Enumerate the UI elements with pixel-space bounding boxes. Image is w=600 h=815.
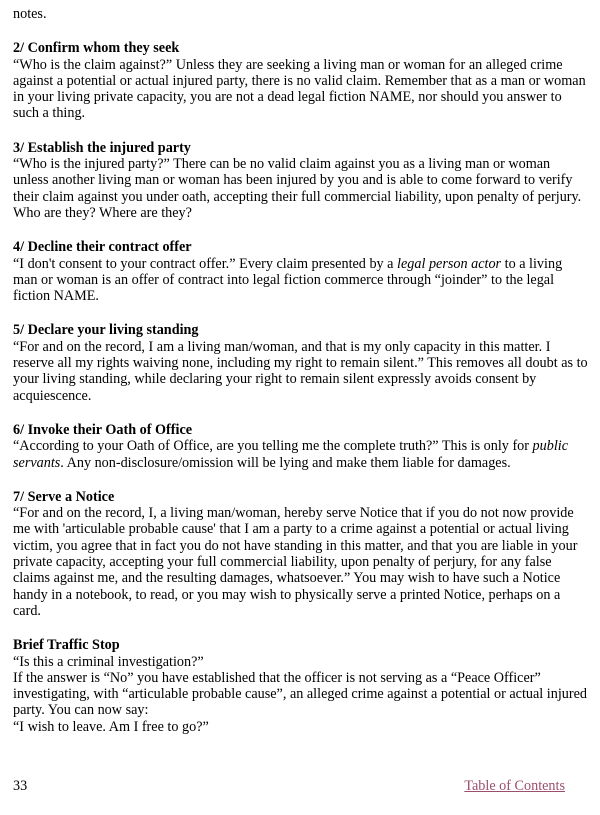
section-living-standing: [13, 322, 588, 403]
section-confirm-whom: [13, 40, 588, 121]
section-body: [13, 438, 588, 471]
section-heading: 7/ Serve a Notice: [13, 488, 115, 505]
section-oath-of-office: [13, 422, 588, 471]
section-heading: 5/ Declare your living standing: [13, 322, 199, 339]
section-decline-contract: [13, 239, 588, 304]
document-page: [13, 6, 588, 735]
page-number: 33: [13, 778, 28, 794]
section-heading: 3/ Establish the injured party: [13, 139, 191, 156]
traffic-stop-question: “Is this a criminal investigation?”: [13, 653, 204, 670]
body-text: “According to your Oath of Office, are you telling me the complete truth?” This is only for: [13, 438, 533, 455]
section-body: [13, 256, 588, 305]
body-text: . Any non-disclosure/omission will be lying and make them liable for damages.: [60, 454, 511, 471]
traffic-stop-explanation: If the answer is “No” you have established that the officer is not serving as a “Peace Officer” investigating, with “articulable probable cause”, an alleged crime against a potential or actual injured party. You can now say:: [13, 669, 587, 719]
emphasis-text: legal person actor: [397, 255, 502, 272]
section-body: “Who is the claim against?” Unless they are seeking a living man or woman for an alleged crime against a potential or actual injured party, there is no valid claim. Remember that as a man or woman in your living private capacity, you are not a dead legal fiction NAME, nor should you answer to such a thing.: [13, 56, 586, 122]
section-heading: 2/ Confirm whom they seek: [13, 40, 180, 57]
section-heading: 4/ Decline their contract offer: [13, 239, 192, 256]
section-traffic-stop: [13, 637, 588, 735]
section-body: “For and on the record, I, a living man/woman, hereby serve Notice that if you do not now provide me with 'articulable probable cause' that I am a party to a crime against a potential or actual living victim, you agree that in fact you do not have standing in this matter, and that you are liable in your private capacity, accepting your full commercial liability, upon penalty of perjury, for any false claims against me, and the resulting damages, whatsoever.” You may wish to have such a Notice handy in a notebook, to read, or you may wish to physically serve a printed Notice, perhaps on a card.: [13, 505, 578, 619]
section-body: “For and on the record, I am a living man/woman, and that is my only capacity in this matter. I reserve all my rights waiving none, including my right to remain silent.” This removes all doubt as to your living standing, while declaring your right to remain silent expressly avoids consent by acquiescence.: [13, 338, 588, 404]
body-text: “I don't consent to your contract offer.” Every claim presented by a: [13, 255, 398, 272]
section-heading: Brief Traffic Stop: [13, 637, 120, 654]
section-heading: 6/ Invoke their Oath of Office: [13, 421, 193, 438]
traffic-stop-closing: “I wish to leave. Am I free to go?”: [13, 718, 209, 735]
section-injured-party: [13, 140, 588, 221]
body-text: to a living man or woman is an offer of contract into legal fiction commerce through “joinder” to the legal fiction NAME.: [13, 255, 563, 305]
section-body: “Who is the injured party?” There can be no valid claim against you as a living man or woman unless another living man or woman has been injured by you and is able to come forward to verify their claim against you under oath, accepting their full commercial liability, upon penalty of perjury. Who are they? Where are they?: [13, 156, 582, 221]
emphasis-text: public servants: [13, 438, 569, 471]
section-serve-notice: [13, 489, 588, 619]
lead-text: notes.: [13, 6, 47, 22]
table-of-contents-link[interactable]: Table of Contents: [464, 778, 565, 794]
